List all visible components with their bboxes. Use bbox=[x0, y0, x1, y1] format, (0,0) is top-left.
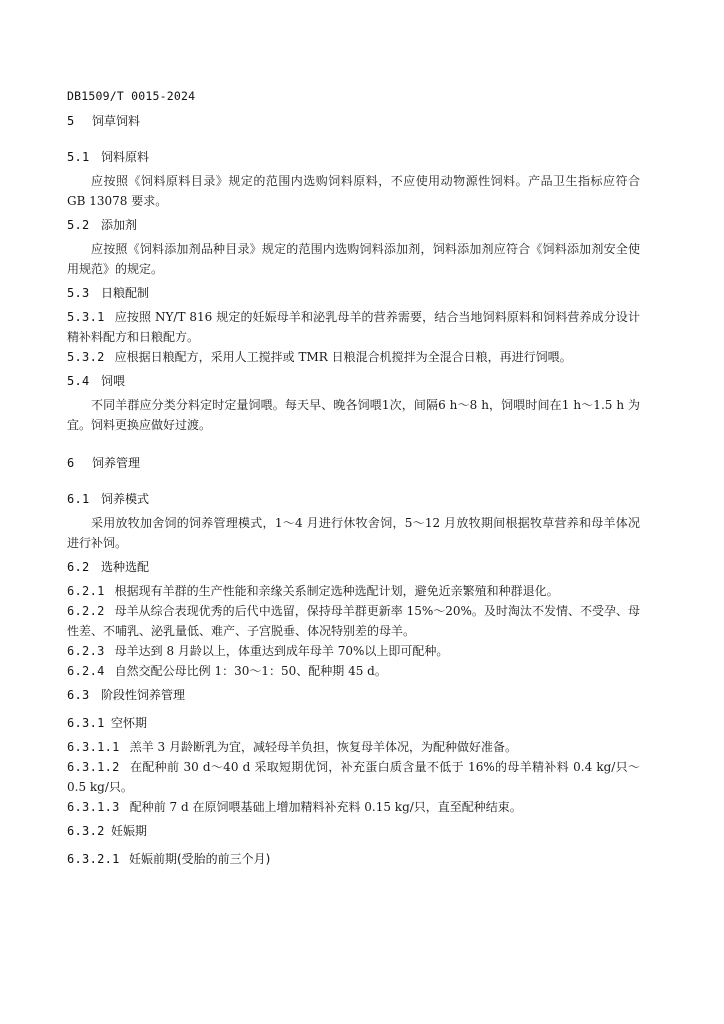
document-code: DB1509/T 0015-2024 bbox=[67, 89, 196, 103]
paragraph-5-2: 应按照《饲料添加剂品种目录》规定的范围内选购饲料添加剂，饲料添加剂应符合《饲料添加剂安全使用规范》的规定。 bbox=[67, 242, 640, 276]
heading-title: 妊娠前期(受胎的前三个月) bbox=[129, 852, 271, 866]
clause-text: 在配种前 30 d～40 d 采取短期优饲，补充蛋白质含量不低于 16%的母羊精补料 0.4 kg/只～0.5 kg/只。 bbox=[67, 760, 640, 794]
heading-number: 5.2 bbox=[67, 218, 90, 232]
heading-section-5 bbox=[67, 113, 640, 129]
heading-section-6-3-2 bbox=[67, 823, 640, 839]
clause-text: 配种前 7 d 在原饲喂基础上增加精料补充料 0.15 kg/只，直至配种结束。 bbox=[129, 800, 522, 814]
heading-section-5-2 bbox=[67, 217, 640, 233]
clause-number: 6.2.1 bbox=[67, 584, 105, 598]
heading-title: 妊娠期 bbox=[111, 824, 148, 838]
clause-6-3-1-1 bbox=[67, 737, 640, 757]
heading-section-6-2 bbox=[67, 559, 640, 575]
clause-number: 6.2.4 bbox=[67, 664, 105, 678]
clause-6-3-1-2 bbox=[67, 757, 640, 797]
heading-title: 饲养管理 bbox=[92, 456, 141, 470]
clause-text: 母羊达到 8 月龄以上，体重达到成年母羊 70%以上即可配种。 bbox=[114, 644, 449, 658]
heading-section-5-4 bbox=[67, 373, 640, 389]
paragraph-5-1: 应按照《饲料原料目录》规定的范围内选购饲料原料，不应使用动物源性饲料。产品卫生指标应符合 GB 13078 要求。 bbox=[67, 174, 640, 208]
heading-number: 6.3 bbox=[67, 688, 90, 702]
paragraph-5-4: 不同羊群应分类分料定时定量饲喂。每天早、晚各饲喂1次，间隔6 h～8 h，饲喂时间在1 h～1.5 h 为宜。饲料更换应做好过渡。 bbox=[67, 398, 640, 432]
heading-section-6-1 bbox=[67, 491, 640, 507]
clause-number: 6.3.1.3 bbox=[67, 800, 120, 814]
clause-6-2-2 bbox=[67, 601, 640, 641]
clause-number: 5.3.1 bbox=[67, 310, 105, 324]
heading-number: 6.3.2.1 bbox=[67, 852, 120, 866]
heading-number: 6.2 bbox=[67, 560, 90, 574]
heading-title: 饲草饲料 bbox=[92, 114, 141, 128]
heading-section-6-3 bbox=[67, 687, 640, 703]
heading-title: 选种选配 bbox=[101, 560, 150, 574]
clause-number: 6.2.2 bbox=[67, 604, 105, 618]
heading-title: 饲料原料 bbox=[101, 150, 150, 164]
heading-title: 空怀期 bbox=[111, 716, 148, 730]
heading-number: 5.1 bbox=[67, 150, 90, 164]
clause-6-3-1-3 bbox=[67, 797, 640, 817]
heading-number: 5 bbox=[67, 114, 75, 128]
clause-5-3-2 bbox=[67, 347, 640, 367]
clause-text: 自然交配公母比例 1：30～1：50、配种期 45 d。 bbox=[114, 664, 387, 678]
heading-title: 日粮配制 bbox=[101, 286, 150, 300]
heading-section-6 bbox=[67, 455, 640, 471]
clause-number: 6.3.1.1 bbox=[67, 740, 120, 754]
clause-text: 应按照 NY/T 816 规定的妊娠母羊和泌乳母羊的营养需要，结合当地饲料原料和饲料营养成分设计精补料配方和日粮配方。 bbox=[67, 310, 640, 344]
clause-6-2-3 bbox=[67, 641, 640, 661]
clause-text: 根据现有羊群的生产性能和亲缘关系制定选种选配计划，避免近亲繁殖和种群退化。 bbox=[114, 584, 559, 598]
clause-text: 羔羊 3 月龄断乳为宜，减轻母羊负担，恢复母羊体况，为配种做好准备。 bbox=[129, 740, 517, 754]
heading-section-6-3-1 bbox=[67, 715, 640, 731]
heading-title: 饲养模式 bbox=[101, 492, 150, 506]
clause-6-2-1 bbox=[67, 581, 640, 601]
heading-title: 阶段性饲养管理 bbox=[101, 688, 186, 702]
clause-6-2-4 bbox=[67, 661, 640, 681]
clause-text: 应根据日粮配方，采用人工搅拌或 TMR 日粮混合机搅拌为全混合日粮，再进行饲喂。 bbox=[114, 350, 572, 364]
heading-number: 5.3 bbox=[67, 286, 90, 300]
clause-5-3-1 bbox=[67, 307, 640, 347]
clause-number: 6.3.1.2 bbox=[67, 760, 120, 774]
heading-number: 6 bbox=[67, 456, 75, 470]
document-body bbox=[67, 113, 640, 867]
heading-section-5-3 bbox=[67, 285, 640, 301]
heading-number: 6.3.1 bbox=[67, 716, 105, 730]
clause-text: 母羊从综合表现优秀的后代中选留，保持母羊群更新率 15%～20%。及时淘汰不发情、不受孕、母性差、不哺乳、泌乳量低、难产、子宫脱垂、体况特别差的母羊。 bbox=[67, 604, 640, 638]
heading-section-5-1 bbox=[67, 149, 640, 165]
clause-number: 6.2.3 bbox=[67, 644, 105, 658]
heading-number: 6.1 bbox=[67, 492, 90, 506]
heading-title: 添加剂 bbox=[101, 218, 138, 232]
heading-number: 6.3.2 bbox=[67, 824, 105, 838]
paragraph-6-1: 采用放牧加舍饲的饲养管理模式，1～4 月进行休牧舍饲，5～12 月放牧期间根据牧草营养和母羊体况进行补饲。 bbox=[67, 516, 640, 550]
heading-title: 饲喂 bbox=[101, 374, 126, 388]
clause-number: 5.3.2 bbox=[67, 350, 105, 364]
heading-number: 5.4 bbox=[67, 374, 90, 388]
heading-section-6-3-2-1 bbox=[67, 851, 640, 867]
